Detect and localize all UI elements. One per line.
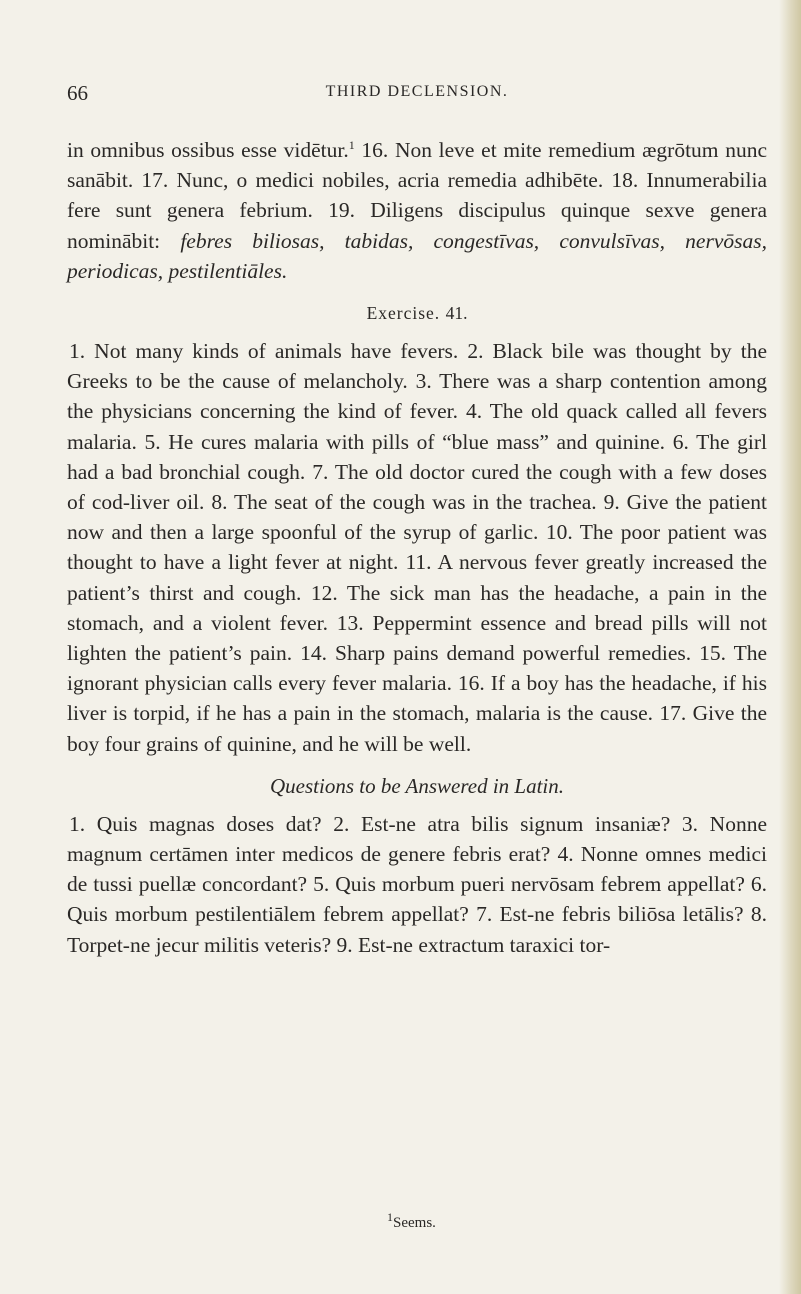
questions-paragraph: 1. Quis magnas doses dat? 2. Est-ne atra bilis signum insaniæ? 3. Nonne magnum certāmen inter medicos de genere febris erat? 4. Nonne omnes medici de tussi puellæ concordant? 5. Quis morbum pueri nervōsam febrem appellat? 6. Quis morbum pestilentiālem febrem appellat? 7. Est-ne febris biliōsa letālis? 8. Torpet-ne jecur militis veteris? 9. Est-ne extractum taraxici tor-	[67, 811, 767, 957]
footnote-text: Seems.	[393, 1215, 436, 1231]
running-head: THIRD DECLENSION.	[325, 83, 509, 100]
page-edge-shadow	[779, 0, 801, 1294]
page-number: 66	[67, 81, 88, 105]
exercise-heading-label: Exercise.	[366, 303, 441, 324]
latin-text-1: in omnibus ossibus esse vidētur.	[67, 138, 349, 162]
footnote-reference: 1	[348, 137, 355, 152]
questions-heading: Questions to be Answered in Latin.	[270, 773, 564, 798]
footnote	[387, 1210, 436, 1232]
exercise-paragraph: 1. Not many kinds of animals have fevers. 2. Black bile was thought by the Greeks to be the cause of melancholy. 3. There was a sharp contention among the physicians concerning the kind of fever. 4. The old quack called all fevers malaria. 5. He cures malaria with pills of “blue mass” and quinine. 6. The girl had a bad bronchial cough. 7. The old doctor cured the cough with a few doses of cod-liver oil. 8. The seat of the cough was in the trachea. 9. Give the patient now and then a large spoonful of the syrup of garlic. 10. The poor patient was thought to have a light fever at night. 11. A nervous fever greatly increased the patient’s thirst and cough. 12. The sick man has the headache, a pain in the stomach, and a violent fever. 13. Peppermint essence and bread pills will not lighten the patient’s pain. 14. Sharp pains demand powerful remedies. 15. The ignorant physician calls every fever malaria. 16. If a boy has the headache, if his liver is torpid, if he has a pain in the stomach, malaria is the cause. 17. Give the boy four grains of quinine, and he will be well.	[67, 339, 767, 756]
page-body	[67, 135, 767, 960]
latin-paragraph	[67, 135, 767, 286]
latin-text-2: 16. Non leve et mite remedium ægrōtum nunc sanābit. 17. Nunc, o medici nobiles, acria remedia adhibēte. 18. Innumerabilia fere sunt genera febrium. 19. Diligens discipulus quinque sexve genera nominābit:	[67, 138, 767, 253]
fever-types-italic: febres biliosas, tabidas, congestīvas, convulsīvas, nervōsas, periodicas, pestilentiāles.	[67, 228, 767, 283]
exercise-number: 41.	[445, 303, 468, 324]
footnote-mark: 1	[387, 1210, 393, 1224]
exercise-heading	[67, 298, 767, 328]
page-header	[67, 81, 767, 109]
